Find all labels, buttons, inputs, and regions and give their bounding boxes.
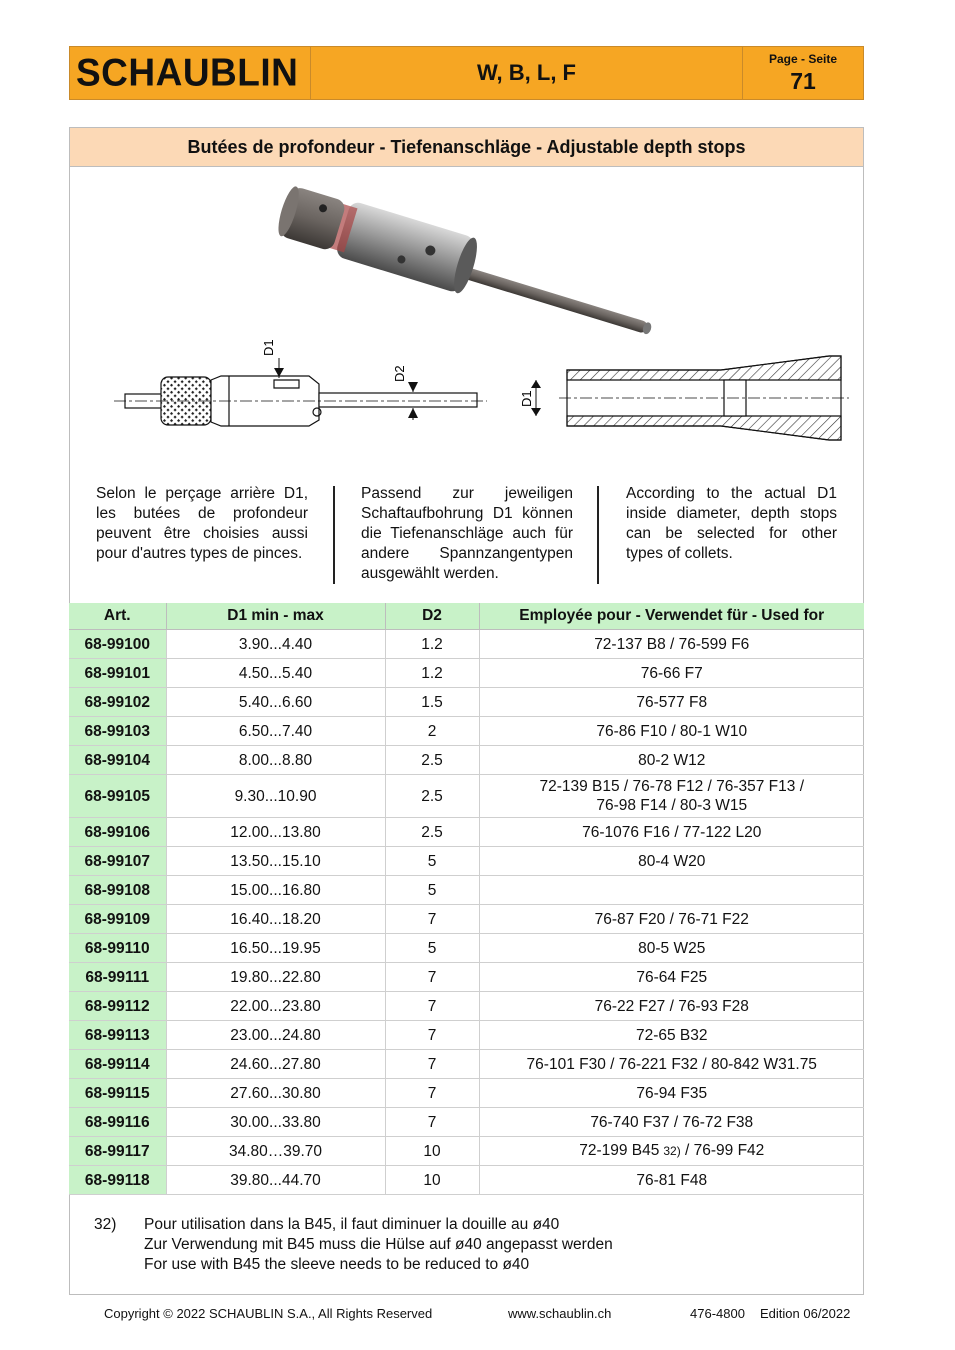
d1-range-cell: 5.40...6.60 [166, 688, 385, 717]
description-fr: Selon le perçage arrière D1, les butées de profondeur peuvent être choisies aussi pour d'autres types de pinces. [96, 485, 308, 562]
d2-cell: 7 [385, 1079, 479, 1108]
used-for-cell [479, 717, 864, 746]
used-for-text: 76-740 F37 / 76-72 F38 [590, 1113, 754, 1131]
d2-label: D2 [392, 365, 407, 382]
article-number-cell: 68-99118 [69, 1166, 166, 1195]
footer-copyright: Copyright © 2022 SCHAUBLIN S.A., All Rights Reserved [104, 1306, 433, 1321]
article-number-cell: 68-99115 [69, 1079, 166, 1108]
d1-range-cell: 16.40...18.20 [166, 905, 385, 934]
d1-range-cell: 23.00...24.80 [166, 1021, 385, 1050]
table-row [69, 1166, 864, 1195]
d1-range-cell: 4.50...5.40 [166, 659, 385, 688]
depth-stop-render [273, 182, 661, 351]
d2-cell: 7 [385, 905, 479, 934]
d1-range-cell: 16.50...19.95 [166, 934, 385, 963]
used-for-cell [479, 659, 864, 688]
used-for-text: 76-86 F10 / 80-1 W10 [596, 722, 748, 740]
article-number-cell: 68-99109 [69, 905, 166, 934]
d2-cell: 10 [385, 1166, 479, 1195]
used-for-cell [479, 934, 864, 963]
logo-box [70, 47, 311, 99]
article-number-cell: 68-99105 [69, 775, 166, 818]
article-number-cell: 68-99112 [69, 992, 166, 1021]
footer-website[interactable]: www.schaublin.ch [508, 1306, 612, 1321]
schaublin-logo: SCHAUBLIN [76, 50, 299, 94]
article-number-cell: 68-99117 [69, 1137, 166, 1166]
d2-cell: 2.5 [385, 818, 479, 847]
used-for-cell [479, 1021, 864, 1050]
used-for-text: 76-1076 F16 / 77-122 L20 [582, 823, 762, 841]
d2-cell: 1.5 [385, 688, 479, 717]
table-row [69, 1050, 864, 1079]
footer-doc-number: 476-4800 [690, 1306, 745, 1321]
d2-cell: 5 [385, 876, 479, 905]
table-row [69, 775, 864, 818]
table-row [69, 847, 864, 876]
d1-range-cell: 19.80...22.80 [166, 963, 385, 992]
article-number-cell: 68-99108 [69, 876, 166, 905]
d2-cell: 7 [385, 992, 479, 1021]
used-for-cell [479, 905, 864, 934]
d1-range-cell: 8.00...8.80 [166, 746, 385, 775]
d1-range-cell: 3.90...4.40 [166, 630, 385, 659]
d2-cell: 1.2 [385, 659, 479, 688]
used-for-text: 72-139 B15 / 76-78 F12 / 76-357 F13 / [539, 778, 805, 795]
description-divider [333, 486, 335, 584]
table-row [69, 688, 864, 717]
table-row [69, 1021, 864, 1050]
d2-cell: 7 [385, 1050, 479, 1079]
d1-range-cell: 39.80...44.70 [166, 1166, 385, 1195]
article-number-cell: 68-99100 [69, 630, 166, 659]
used-for-text: 76-64 F25 [636, 968, 708, 986]
d1-range-cell: 24.60...27.80 [166, 1050, 385, 1079]
table-row [69, 905, 864, 934]
depth-stop-table [69, 603, 864, 1195]
d2-cell: 1.2 [385, 630, 479, 659]
used-for-cell [479, 775, 864, 818]
d2-cell: 2.5 [385, 746, 479, 775]
d1-range-cell: 12.00...13.80 [166, 818, 385, 847]
footnote-en: For use with B45 the sleeve needs to be reduced to ø40 [144, 1256, 530, 1273]
used-for-text: 76-101 F30 / 76-221 F32 / 80-842 W31.75 [526, 1055, 817, 1073]
d2-cell: 5 [385, 934, 479, 963]
table-row [69, 1079, 864, 1108]
used-for-text: 72-65 B32 [635, 1026, 708, 1044]
product-illustration [69, 168, 864, 468]
article-number-cell: 68-99110 [69, 934, 166, 963]
page-indicator [743, 47, 863, 99]
article-number-cell: 68-99116 [69, 1108, 166, 1137]
table-row [69, 659, 864, 688]
side-view-drawing [114, 358, 487, 426]
table-row [69, 963, 864, 992]
used-for-text: 76-87 F20 / 76-71 F22 [594, 910, 749, 928]
table-row [69, 1137, 864, 1166]
column-header-d2: D2 [385, 603, 479, 630]
table-row [69, 876, 864, 905]
description-divider [597, 486, 599, 584]
table-row [69, 746, 864, 775]
used-for-text: 72-137 B8 / 76-599 F6 [594, 635, 750, 653]
used-for-text-continued: / 76-99 F42 [680, 1142, 765, 1159]
used-for-cell [479, 1050, 864, 1079]
used-for-text: 76-81 F48 [636, 1171, 708, 1189]
used-for-cell [479, 688, 864, 717]
used-for-text: 72-199 B45 [579, 1142, 660, 1159]
page-header [69, 46, 864, 100]
description-en: According to the actual D1 inside diameter, depth stops can be selected for other types of collets. [626, 485, 837, 562]
footnote-number: 32) [94, 1216, 117, 1233]
article-number-cell: 68-99114 [69, 1050, 166, 1079]
d1-range-cell: 22.00...23.80 [166, 992, 385, 1021]
used-for-cell [479, 876, 864, 905]
used-for-cell [479, 1166, 864, 1195]
d2-cell: 7 [385, 963, 479, 992]
used-for-text: 76-66 F7 [640, 664, 703, 682]
column-header-art: Art. [69, 603, 166, 630]
description-de: Passend zur jeweiligen Schaftaufbohrung D1 können die Tiefenanschläge auch für andere Spannzangentypen ausgewählt werden. [361, 485, 573, 582]
table-row [69, 630, 864, 659]
page-number: 71 [790, 67, 816, 94]
page-label: Page - Seite [768, 51, 838, 66]
used-for-text: 76-22 F27 / 76-93 F28 [594, 997, 749, 1015]
used-for-cell [479, 963, 864, 992]
d2-cell: 7 [385, 1108, 479, 1137]
used-for-text: 80-4 W20 [638, 852, 706, 870]
used-for-text: 76-94 F35 [636, 1084, 708, 1102]
used-for-cell [479, 1079, 864, 1108]
footer-edition: Edition 06/2022 [760, 1306, 851, 1321]
used-for-text: 80-5 W25 [638, 939, 706, 957]
d2-cell: 7 [385, 1021, 479, 1050]
footnote-de: Zur Verwendung mit B45 muss die Hülse auf ø40 angepasst werden [144, 1236, 613, 1253]
column-header-used-for: Employée pour - Verwendet für - Used for [479, 603, 864, 630]
used-for-cell [479, 818, 864, 847]
article-number-cell: 68-99101 [69, 659, 166, 688]
d1-range-cell: 30.00...33.80 [166, 1108, 385, 1137]
footnote-fr: Pour utilisation dans la B45, il faut diminuer la douille au ø40 [144, 1216, 560, 1233]
d2-cell: 5 [385, 847, 479, 876]
d1-range-cell: 13.50...15.10 [166, 847, 385, 876]
article-number-cell: 68-99111 [69, 963, 166, 992]
used-for-cell [479, 1108, 864, 1137]
column-header-d1: D1 min - max [166, 603, 385, 630]
used-for-cell [479, 992, 864, 1021]
d1-range-cell: 27.60...30.80 [166, 1079, 385, 1108]
d2-cell: 2.5 [385, 775, 479, 818]
footnote-reference: 32) [663, 1144, 681, 1158]
d2-cell: 2 [385, 717, 479, 746]
article-number-cell: 68-99104 [69, 746, 166, 775]
article-number-cell: 68-99102 [69, 688, 166, 717]
table-row [69, 818, 864, 847]
used-for-cell [479, 847, 864, 876]
table-row [69, 992, 864, 1021]
table-row [69, 934, 864, 963]
used-for-text: 76-577 F8 [636, 693, 708, 711]
used-for-cell [479, 1137, 864, 1166]
article-number-cell: 68-99106 [69, 818, 166, 847]
d1-range-cell: 34.80…39.70 [166, 1137, 385, 1166]
d1-range-cell: 15.00...16.80 [166, 876, 385, 905]
used-for-cell [479, 630, 864, 659]
used-for-cell [479, 746, 864, 775]
table-row [69, 1108, 864, 1137]
d1-label: D1 [261, 339, 276, 356]
article-number-cell: 68-99103 [69, 717, 166, 746]
series-title: W, B, L, F [311, 47, 743, 99]
table-header-row [69, 603, 864, 630]
used-for-text: 80-2 W12 [638, 751, 706, 769]
table-row [69, 717, 864, 746]
article-number-cell: 68-99113 [69, 1021, 166, 1050]
section-title: Butées de profondeur - Tiefenanschläge - Adjustable depth stops [69, 127, 864, 167]
d1-range-cell: 6.50...7.40 [166, 717, 385, 746]
d1-collet-label: D1 [519, 390, 534, 407]
d1-range-cell: 9.30...10.90 [166, 775, 385, 818]
article-number-cell: 68-99107 [69, 847, 166, 876]
collet-section-drawing [531, 356, 849, 440]
d2-cell: 10 [385, 1137, 479, 1166]
used-for-text-line2: 76-98 F14 / 80-3 W15 [596, 797, 748, 814]
